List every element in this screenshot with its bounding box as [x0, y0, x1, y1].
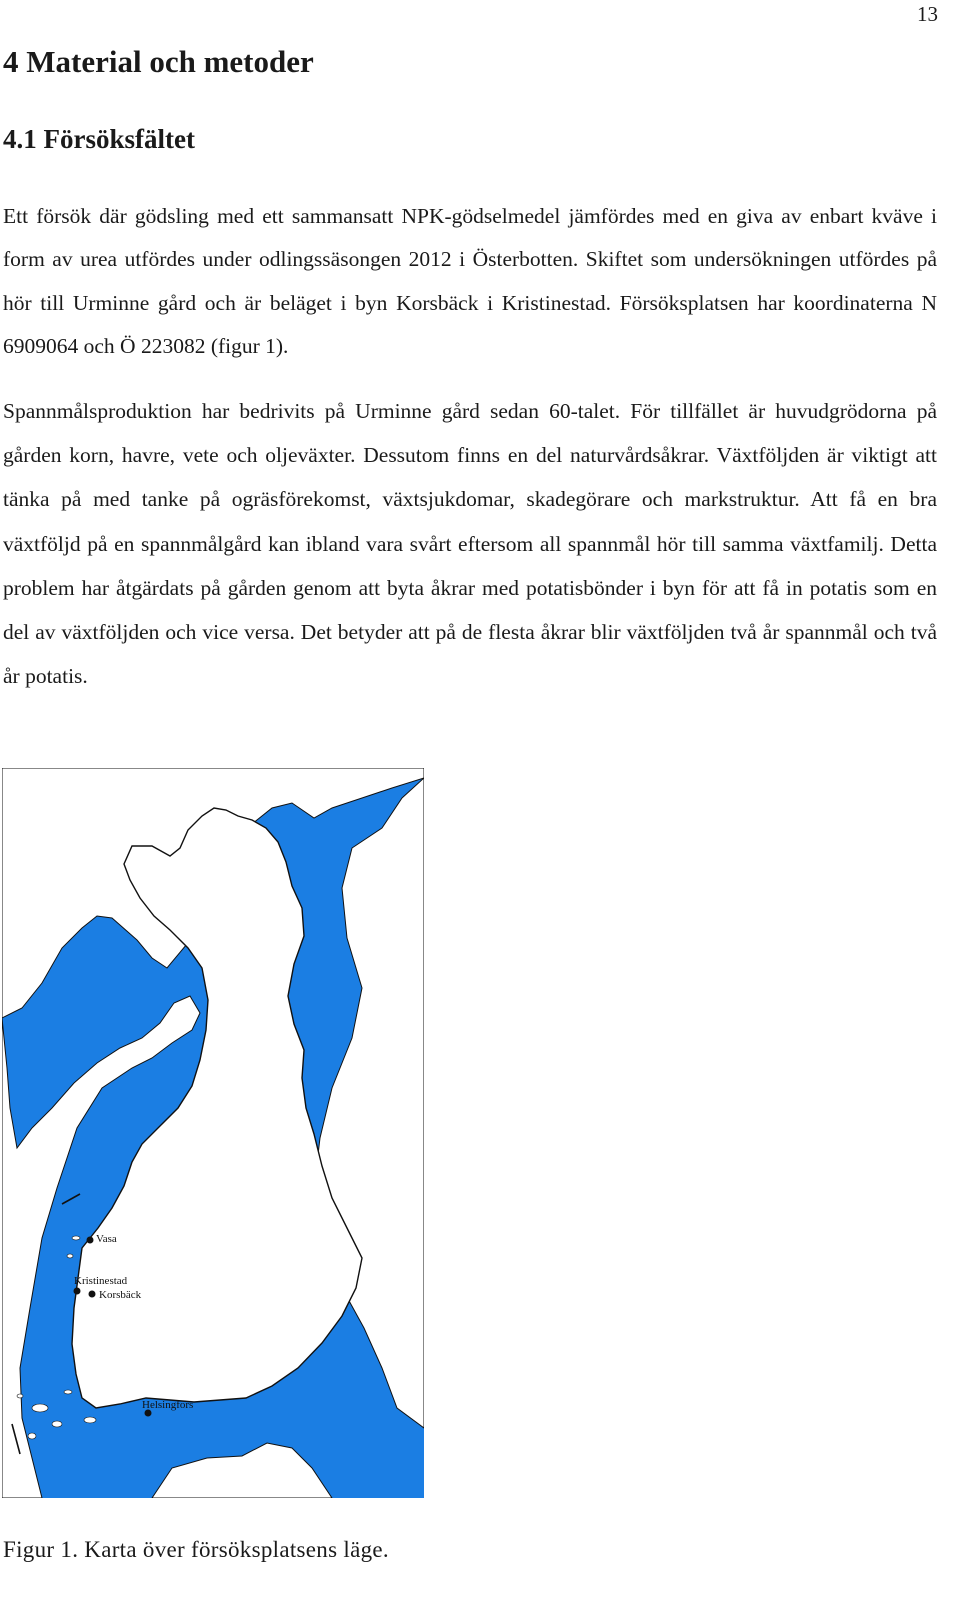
paragraph-crop-rotation: Spannmålsproduktion har bedrivits på Urminne gård sedan 60-talet. För tillfället är huvudgrödorna på gården korn, havre, vete och oljeväxter. Dessutom finns en del naturvårdsåkrar. Växtföljden är viktigt att tänka på med tanke på ogräsförekomst, växtsjukdomar, skadegörare och markstruktur. Att få en bra växtföljd på en spannmålgård kan ibland vara svårt eftersom all spannmål hör till samma växtfamilj. Detta problem har åtgärdats på gården genom att byta åkrar med potatisbönder i byn för att få in potatis som en del av växtföljden och vice versa. Det betyder att på de flesta åkrar blir växtföljden två år spannmål och två år potatis. [3, 399, 937, 689]
paragraph-intro: Ett försök där gödsling med ett sammansatt NPK-gödselmedel jämfördes med en giva av enbart kväve i form av urea utfördes under odlingssäsongen 2012 i Österbotten. Skiftet som undersökningen utfördes på hör till Urminne gård och är beläget i byn Korsbäck i Kristinestad. Försöksplatsen har koordinaterna N 6909064 och Ö 223082 (figur 1). [3, 204, 937, 358]
page-number: 13 [917, 2, 938, 26]
marker-vasa [87, 1237, 94, 1244]
label-kristinestad: Kristinestad [74, 1275, 128, 1287]
figure-caption: Figur 1. Karta över försöksplatsens läge. [3, 1537, 389, 1562]
finland-map [2, 768, 424, 1498]
subsection-heading: 4.1 Försöksfältet [3, 124, 195, 154]
marker-kristinestad [74, 1288, 81, 1295]
label-helsingfors: Helsingfors [142, 1399, 194, 1411]
label-korsback: Korsbäck [99, 1289, 142, 1301]
marker-korsback [89, 1291, 96, 1298]
label-vasa: Vasa [96, 1233, 117, 1245]
section-heading: 4 Material och metoder [3, 44, 314, 79]
